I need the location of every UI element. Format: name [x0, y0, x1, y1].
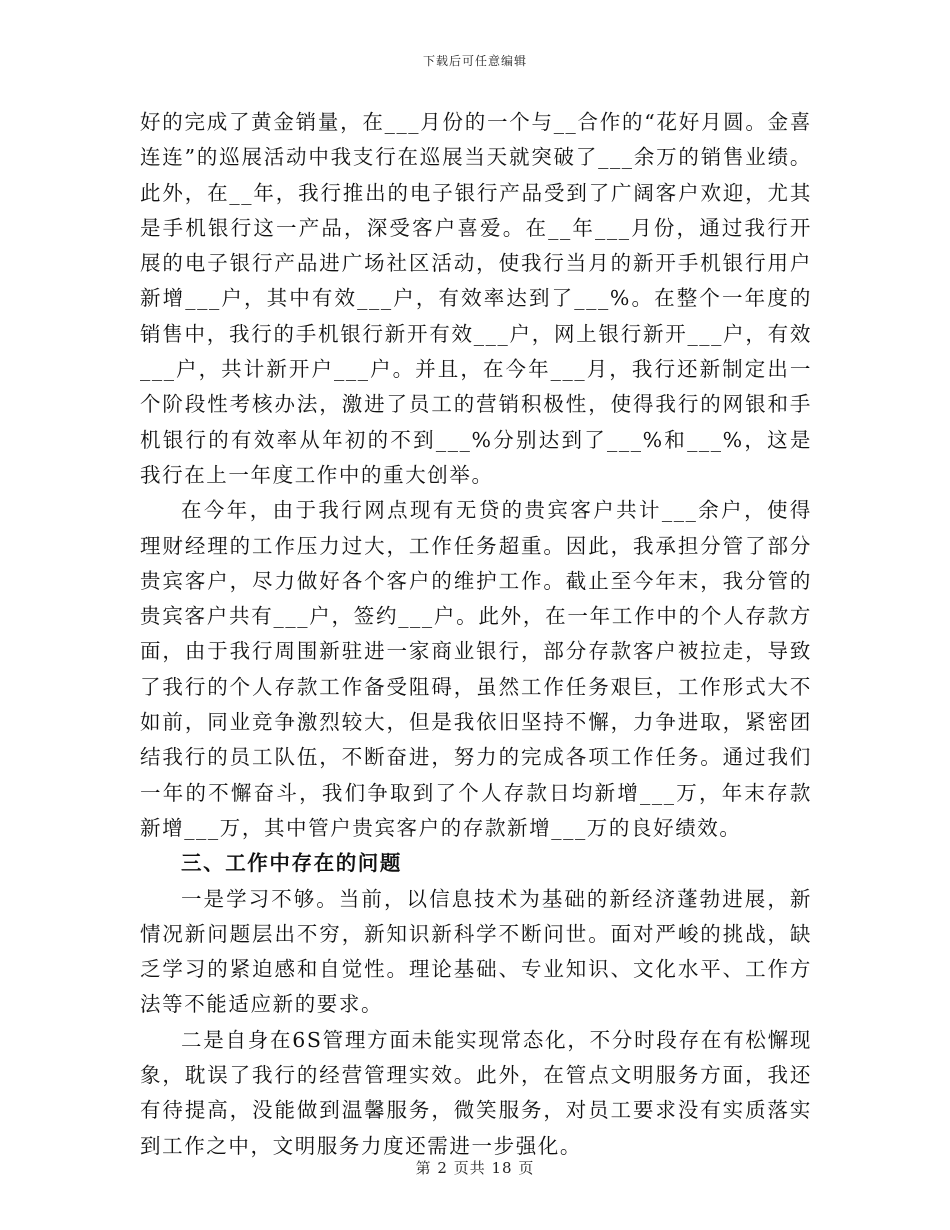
document-body: [140, 105, 812, 1164]
paragraph-sales-results: 好的完成了黄金销量，在___月份的一个与__合作的“花好月圆。金喜连连”的巡展活动中我支行在巡展当天就突破了___余万的销售业绩。此外，在__年，我行推出的电子银行产品受到了广阔客户欢迎，尤其是手机银行这一产品，深受客户喜爱。在__年___月份，通过我行开展的电子银行产品进广场社区活动，使我行当月的新开手机银行用户新增___户，其中有效___户，有效率达到了___%。在整个一年度的销售中，我行的手机银行新开有效___户，网上银行新开___户，有效___户，共计新开户___户。并且，在今年___月，我行还新制定出一个阶段性考核办法，激进了员工的营销积极性，使得我行的网银和手机银行的有效率从年初的不到___%分别达到了___%和___%，这是我行在上一年度工作中的重大创举。: [140, 110, 812, 487]
page-footer: 第 2 页共 18 页: [415, 1159, 535, 1177]
paragraph-vip-customers: 在今年，由于我行网点现有无贷的贵宾客户共计___余户，使得理财经理的工作压力过大，工作任务超重。因此，我承担分管了部分贵宾客户，尽力做好各个客户的维护工作。截止至今年末，我分管的贵宾客户共有___户，签约___户。此外，在一年工作中的个人存款方面，由于我行周围新驻进一家商业银行，部分存款客户被拉走，导致了我行的个人存款工作备受阻碍，虽然工作任务艰巨，工作形式大不如前，同业竞争激烈较大，但是我依旧坚持不懈，力争进取，紧密团结我行的员工队伍，不断奋进，努力的完成各项工作任务。通过我们一年的不懈奋斗，我们争取到了个人存款日均新增___万，年末存款新增___万，其中管户贵宾客户的存款新增___万的良好绩效。: [140, 498, 812, 840]
paragraph-problem-one: 一是学习不够。当前，以信息技术为基础的新经济蓬勃进展，新情况新问题层出不穷，新知识新科学不断问世。面对严峻的挑战，缺乏学习的紧迫感和自觉性。理论基础、专业知识、文化水平、工作方法等不能适应新的要求。: [140, 886, 812, 1017]
paragraph-problem-two: 二是自身在6S管理方面未能实现常态化，不分时段存在有松懈现象，耽误了我行的经营管理实效。此外，在管点文明服务方面，我还有待提高，没能做到温馨服务，微笑服务，对员工要求没有实质落实到工作之中，文明服务力度还需进一步强化。: [140, 1027, 812, 1158]
page-header: 下载后可任意编辑: [422, 54, 527, 68]
section-heading-problems: 三、工作中存在的问题: [181, 851, 402, 876]
